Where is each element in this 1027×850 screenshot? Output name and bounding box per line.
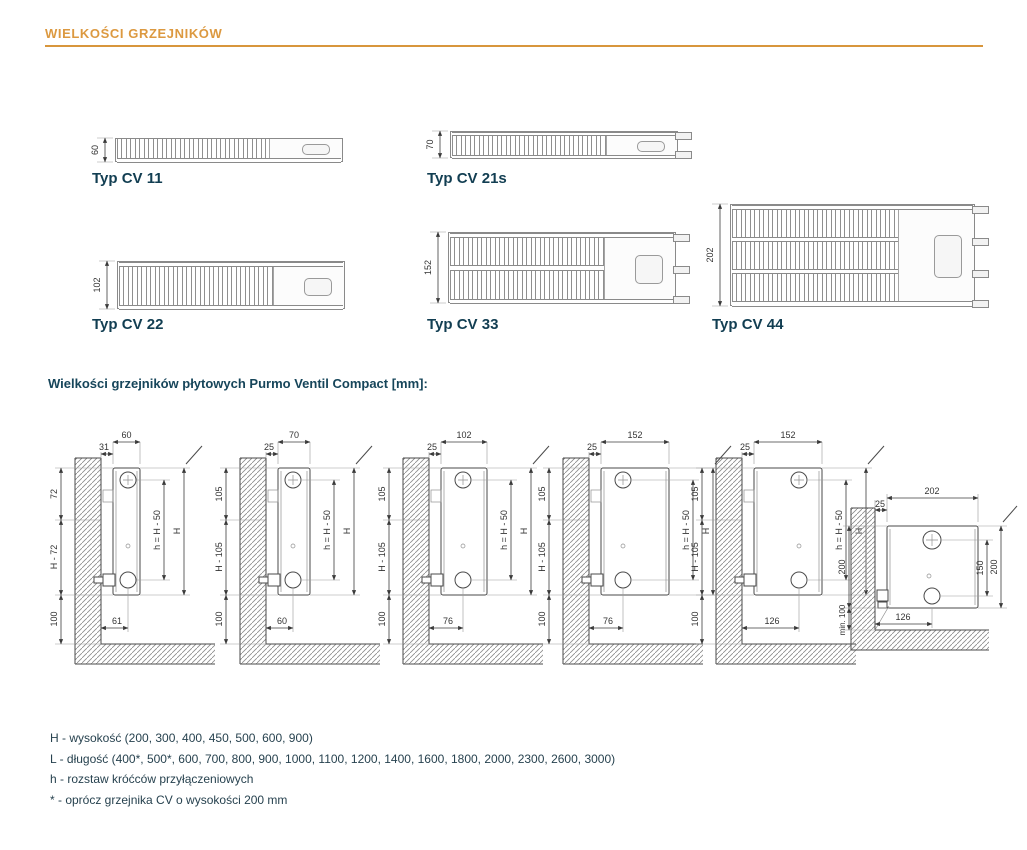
pipe-stub [673,266,690,274]
cv21s-cross-section [450,131,678,158]
cv22-depth-dim [91,253,117,317]
dim-top-clearance: 105 [690,486,700,502]
panel-strip [452,155,676,159]
top-grille [273,267,344,305]
grille-slot [637,141,665,151]
panel-strip [732,301,973,307]
dim-connection: 126 [764,616,780,626]
footnote-pipe-spacing: h - rozstaw króćców przyłączeniowych [50,772,254,786]
cv21s-depth-value: 70 [425,139,435,150]
cv21s-label: Typ CV 21s [427,170,507,187]
dim-depth: 152 [780,430,796,440]
grille-slot [934,235,962,277]
dim-floor-clearance: 100 [537,611,547,627]
dim-wall-gap: 31 [98,442,110,452]
cv33-label: Typ CV 33 [427,316,499,333]
cv44-depth-value: 202 [705,247,715,263]
dim-min-100: min. 100 [838,604,847,636]
dim-connection: 60 [276,616,288,626]
dim-height: H [701,527,711,535]
dim-connection: 61 [111,616,123,626]
cv22-depth-value: 102 [92,277,102,293]
dim-height-right: 200 [989,559,999,575]
dim-height: H [519,527,529,535]
dim-pipe-spacing: h = H - 50 [152,510,162,550]
cv22-cross-section [117,261,345,309]
dim-pipe-spacing: h = H - 50 [681,510,691,550]
pipe-stub [675,132,692,140]
cv44-depth-dim [704,196,730,314]
cv11-label: Typ CV 11 [92,170,163,187]
footnote-height: H - wysokość (200, 300, 400, 450, 500, 600, 900) [50,731,313,745]
dim-pipe-spacing: h = H - 50 [834,510,844,550]
dim-depth: 70 [288,430,300,440]
cv22-label: Typ CV 22 [92,316,164,333]
dim-floor-clearance: 100 [49,611,59,627]
dim-floor-clearance: 100 [214,611,224,627]
cv44-cross-section [730,204,975,306]
dim-middle: H - 72 [49,544,59,570]
dim-connection: 76 [442,616,454,626]
dim-height: H [342,527,352,535]
panel-strip [450,299,674,304]
cv11-depth-value: 60 [90,144,100,156]
footnote-length: L - długość (400*, 500*, 600, 700, 800, 900, 1000, 1100, 1200, 1400, 1600, 1800, 2000, 2300, 2600, 3000) [50,751,616,766]
pipe-stub [675,151,692,159]
footnote-exception: * - oprócz grzejnika CV o wysokości 200 mm [50,792,288,807]
dim-middle: H - 105 [377,542,387,572]
dim-depth: 152 [627,430,643,440]
panel-strip [119,305,343,310]
dim-depth: 60 [121,430,132,440]
header-rule [45,45,983,47]
dim-wall-gap: 25 [263,442,275,452]
dim-top-clearance: 72 [49,488,59,500]
cv21s-depth-dim [424,123,450,166]
top-grille [604,238,675,299]
cv11-depth-dim [89,130,115,170]
install-drawing-cv44 [837,484,1027,674]
dim-height: H [172,527,182,535]
top-grille [606,136,677,155]
dim-wall-gap: 25 [586,442,598,452]
dim-connection: 126 [895,612,911,622]
pipe-stub [972,300,989,308]
dim-depth: 102 [456,430,472,440]
pipe-stub [972,206,989,214]
dim-floor-clearance: 100 [377,611,387,627]
dim-top-clearance: 105 [537,486,547,502]
grille-slot [302,144,330,154]
footnotes [50,728,615,810]
dim-height-200: 200 [837,559,847,575]
pipe-stub [673,234,690,242]
dim-middle: H - 105 [537,542,547,572]
dim-top-clearance: 105 [377,486,387,502]
dim-pipe-spacing: h = H - 50 [499,510,509,550]
top-grille [898,210,974,301]
dim-middle: H - 105 [214,542,224,572]
cv33-depth-value: 152 [423,259,433,276]
dim-depth: 202 [924,486,940,496]
page-title: WIELKOŚCI GRZEJNIKÓW [45,26,223,41]
cv11-cross-section [115,138,343,162]
section-title: Wielkości grzejników płytowych Purmo Ventil Compact [mm]: [48,376,428,391]
dim-wall-gap: 25 [426,442,438,452]
cv44-label: Typ CV 44 [712,316,784,333]
pipe-stub [673,296,690,304]
top-grille [269,139,342,158]
grille-slot [635,255,663,284]
cv33-depth-dim [422,224,448,311]
dim-connection: 76 [602,616,614,626]
cv33-cross-section [448,232,676,303]
dim-wall-gap: 25 [874,499,886,509]
dim-middle: H - 105 [690,542,700,572]
dim-pipe-spacing: h = H - 50 [322,510,332,550]
pipe-stub [972,238,989,246]
grille-slot [304,278,332,297]
dim-floor-clearance: 100 [690,611,700,627]
dim-pipe-spacing: 150 [975,560,985,576]
pipe-stub [972,270,989,278]
dim-wall-gap: 25 [739,442,751,452]
panel-strip [117,158,341,163]
dim-top-clearance: 105 [214,486,224,502]
